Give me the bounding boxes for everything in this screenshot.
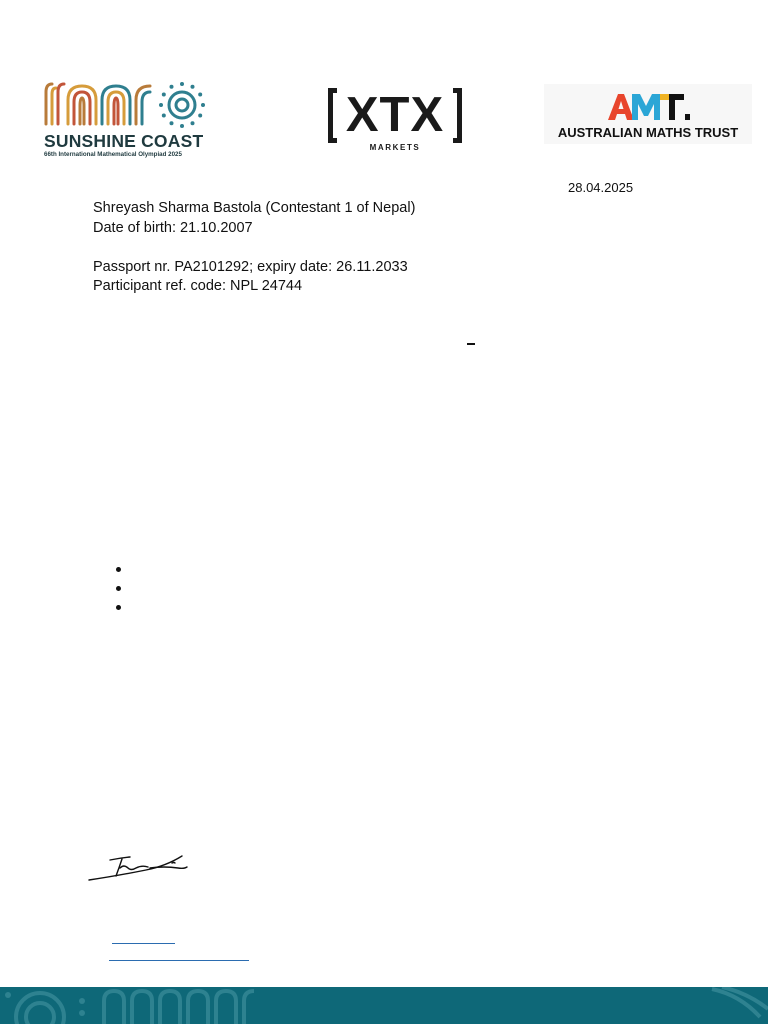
bullet-icon (116, 605, 121, 610)
list-item (110, 562, 130, 581)
logo-subtitle: 66th International Mathematical Olympiad 2025 (44, 151, 182, 158)
recipient-passport: Passport nr. PA2101292; expiry date: 26.11.2033 (93, 259, 408, 275)
list-item (110, 600, 130, 619)
xtx-markets-logo (326, 86, 464, 152)
amt-letters-icon (608, 92, 690, 122)
amt-name: AUSTRALIAN MATHS TRUST (557, 125, 739, 140)
logo-title: SUNSHINE COAST (44, 131, 204, 151)
footer-pattern (0, 987, 768, 1024)
right-bracket-icon (457, 88, 462, 143)
link-underline[interactable] (109, 960, 249, 961)
australian-maths-trust-logo (544, 84, 752, 144)
dash-mark (467, 343, 475, 345)
xtx-wordmark: XTX (345, 88, 445, 142)
recipient-ref-code: Participant ref. code: NPL 24744 (93, 278, 303, 294)
bullet-list (110, 562, 130, 619)
signature (86, 850, 190, 884)
recipient-name: Shreyash Sharma Bastola (Contestant 1 of Nepal) (93, 200, 416, 216)
footer-band (0, 987, 768, 1024)
xtx-tagline: MARKETS (369, 143, 421, 152)
bullet-icon (116, 567, 121, 572)
sunshine-coast-emblem (42, 80, 212, 130)
list-item (110, 581, 130, 600)
letter-date: 28.04.2025 (568, 180, 634, 195)
recipient-dob: Date of birth: 21.10.2007 (93, 220, 253, 236)
link-underline[interactable] (112, 943, 175, 944)
bullet-icon (116, 586, 121, 591)
sunshine-coast-imo-logo (42, 80, 212, 160)
